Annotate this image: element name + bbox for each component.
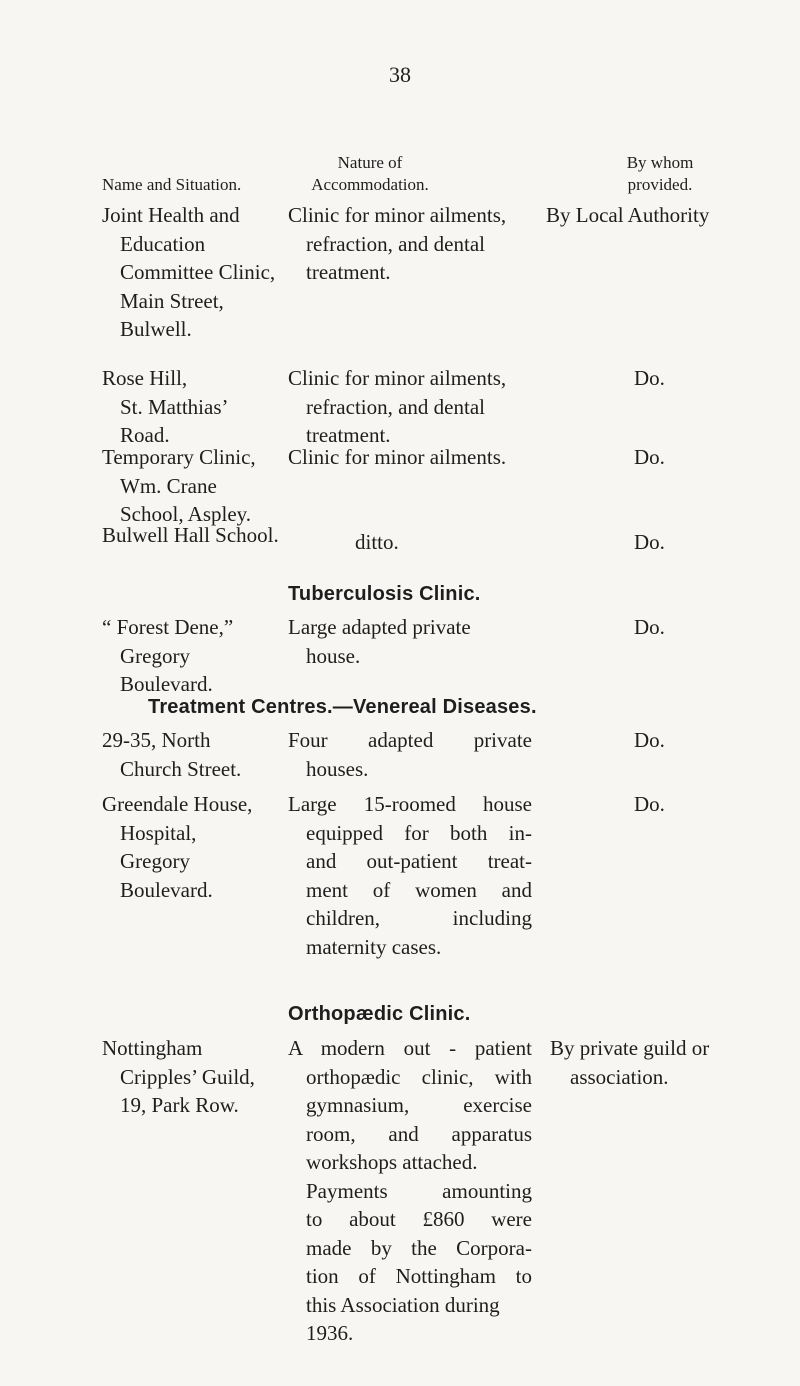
row-north-church-nature: Four adapted private houses. (288, 728, 532, 781)
row-rose-hill-by: Do. (634, 366, 665, 390)
row-cripples-guild-name: Nottingham Cripples’ Guild, 19, Park Row. (102, 1036, 255, 1117)
row-bulwell-hall-by: Do. (634, 530, 665, 554)
row-rose-hill-nature: Clinic for minor ailments, refraction, and dental treatment. (288, 366, 507, 447)
row-forest-dene-nature: Large adapted private house. (288, 615, 471, 668)
row-cripples-guild-nature: A modern out - patient orthopædic clinic, with gymnasium, exercise room, and apparatus workshops attached. Payments amounting to about £860 were made by the Corpora- tion of Nottingham to this Association during 1936. (288, 1036, 532, 1345)
row-joint-health-name: Joint Health and Education Committee Clinic, Main Street, Bulwell. (102, 203, 276, 341)
header-by-whom-provided: By whom provided. (626, 153, 694, 194)
header-nature-accommodation: Nature of Accommodation. (311, 153, 429, 194)
row-forest-dene-name: “ Forest Dene,” Gregory Boulevard. (102, 615, 234, 696)
row-north-church-name: 29-35, North Church Street. (102, 728, 242, 781)
page-number: 38 (389, 62, 411, 87)
row-temporary-clinic-nature: Clinic for minor ailments. (288, 445, 507, 469)
heading-tuberculosis-clinic: Tuberculosis Clinic. (288, 583, 481, 605)
row-temporary-clinic-by: Do. (634, 445, 665, 469)
row-greendale-by: Do. (634, 792, 665, 816)
heading-orthopaedic-clinic: Orthopædic Clinic. (288, 1003, 471, 1025)
row-greendale-name: Greendale House, Hospital, Gregory Boulevard. (102, 792, 253, 902)
row-forest-dene-by: Do. (634, 615, 665, 639)
row-north-church-by: Do. (634, 728, 665, 752)
row-bulwell-hall-nature: ditto. (355, 530, 399, 554)
row-cripples-guild-by: By private guild or association. (550, 1036, 710, 1089)
header-name-situation: Name and Situation. (102, 175, 242, 194)
row-joint-health-nature: Clinic for minor ailments, refraction, and dental treatment. (288, 203, 507, 284)
row-rose-hill-name: Rose Hill, St. Matthias’ Road. (102, 366, 229, 447)
row-temporary-clinic-name: Temporary Clinic, Wm. Crane School, Aspley. (102, 445, 256, 526)
row-bulwell-hall-name: Bulwell Hall School. (102, 523, 279, 547)
row-joint-health-by: By Local Authority (546, 203, 710, 227)
heading-treatment-centres-venereal: Treatment Centres.—Venereal Diseases. (148, 696, 537, 718)
row-greendale-nature: Large 15-roomed house equipped for both in- and out-patient treat- ment of women and children, including maternity cases. (288, 792, 532, 959)
